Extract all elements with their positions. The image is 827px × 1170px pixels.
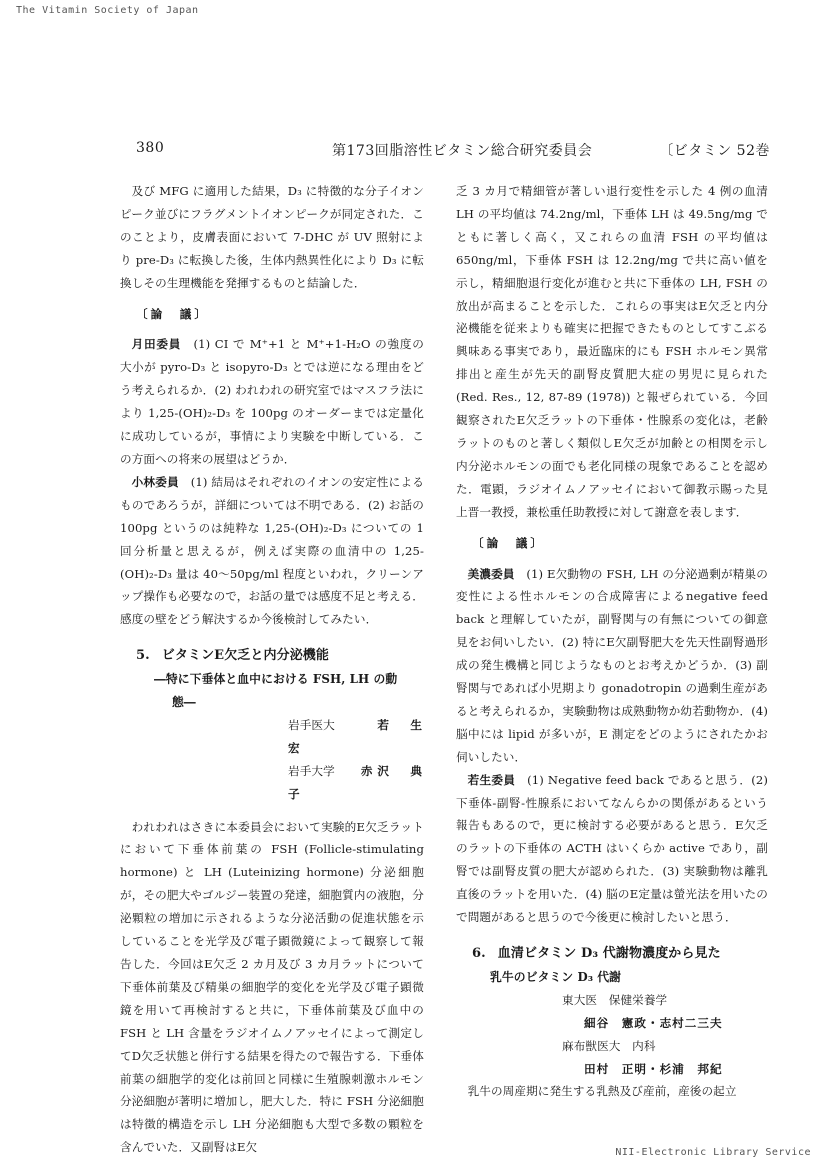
speaker-name: 美濃委員 — [467, 566, 515, 581]
speaker-text: (1) CI で M⁺+1 と M⁺+1-H₂O の強度の大小が pyro-D₃ と isopyro-D₃ とでは逆になる理由をどう考えられるか．(2) われわれの研究室ではマスフラ法により 1,25-(OH)₂-D₃ を 100pg のオーダーまでは定量化に成功しているが，事情により実験を中断している．この方面への将来の展望はどうか． — [120, 337, 424, 466]
paragraph: 乳牛の周産期に発生する乳熱及び産前，産後の起立 — [467, 1084, 737, 1099]
speaker-text: (1) 結局はそれぞれのイオンの安定性によるものであろうが，詳細については不明である．(2) お話の 100pg というのは純粋な 1,25-(OH)₂-D₃ についての 1 回分析量と思えるが，例えば実際の血清中の 1,25-(OH)₂-D₃ 量は 40～50pg/ml 程度といわれ，クリーンアップ操作も必要なので，お話の量では感度不足と考える．感度の壁をどう解決するか今後検討してみたい． — [120, 474, 424, 627]
journal-volume: 〔ビタミン 52巻 — [659, 143, 770, 159]
article-subtitle: ―特に下垂体と血中における FSH, LH の動 — [154, 672, 398, 687]
author-name: 赤沢 典子 — [288, 763, 424, 801]
author-row — [120, 760, 424, 806]
speaker-text: (1) E欠動物の FSH, LH の分泌過剰が精巣の変性による性ホルモンの合成障害によるnegative feed back と理解していたが，副腎関与の有無についての御意見をお伺いしたい．(2) 特にE欠副腎肥大を先天性副腎過形成の発生機構と同じようなものとお考えかどうか．(3) 副腎関与であれば小児期より gonadotropin の過剰生産があると考えられるか，実験動物は成熟動物か幼若動物か．(4) 脳中には lipid が多いが，E 測定をどのようにされたかお伺いしたい． — [456, 566, 769, 764]
discussion-answer — [120, 471, 424, 631]
speaker-text: (1) Negative feed back であると思う．(2) 下垂体-副腎-性腺系においてなんらかの関係があるという報告もあるので，更に検討する必要があると思う．E欠乏のラットの下垂体の ACTH はいくらか active であり，副腎では副腎皮質の肥大が認められた．(3) 実験動物は離乳直後のラットを用いた．(4) 脳のE定量は螢光法を用いたので問題があると思うので今後更に検討したいと思う． — [456, 772, 769, 925]
paragraph: 乏 3 カ月で精細管が著しい退行変性を示した 4 例の血清 LH の平均値は 74.2ng/ml，下垂体 LH は 49.5ng/mg でともに著しく高く，又これらの血清 FSH の平均値は 650ng/ml，下垂体 FSH は 12.2ng/mg で共に高い値を示し，精細胞退行変化が進むと共に下垂体の LH, FSH の放出が高まることを示した．これらの事実はE欠乏と内分泌機能を従来よりも確実に把握できたものとしてすこぶる興味ある事実であり，最近臨床的にも FSH ホルモン異常排出と産生が先天的副腎皮質肥大症の男児に見られた(Red. Res., 12, 87-89 (1978)) と報ぜられている．今回観察されたE欠乏ラットの下垂体・性腺系の変化は，老齢ラットのものと著しく類似しE欠乏が加齢との相関を示し内分泌ホルモンの面でも老化同様の現象であることを認めた．電顕，ラジオイムノアッセイにおいて御教示賜った見上晋一教授，兼松重任助教授に対して謝意を表します． — [456, 184, 768, 519]
discussion-question — [456, 563, 768, 769]
author-row — [120, 714, 452, 760]
author-name: 若生 宏 — [288, 717, 452, 755]
author-names: 田村 正明・杉浦 邦紀 — [584, 1061, 723, 1076]
watermark-top: The Vitamin Society of Japan — [16, 5, 199, 16]
article-subtitle: 乳牛のビタミン D₃ 代謝 — [490, 969, 622, 984]
discussion-answer — [456, 769, 768, 929]
article-title-text: 血清ビタミン D₃ 代謝物濃度から見た — [497, 946, 721, 961]
article-title-text: ビタミンE欠乏と内分泌機能 — [161, 648, 329, 664]
article-subtitle-cont: 態― — [172, 695, 196, 710]
speaker-name: 小林委員 — [131, 474, 179, 489]
running-title: 第173回脂溶性ビタミン総合研究委員会 — [332, 143, 593, 159]
discussion-heading: 〔論 議〕 — [472, 535, 545, 550]
right-column — [456, 180, 768, 1103]
watermark-bottom: NII-Electronic Library Service — [615, 1147, 811, 1158]
author-affiliation: 岩手大学 — [288, 763, 335, 778]
speaker-name: 月田委員 — [131, 337, 182, 352]
author-names: 細谷 憲政・志村二三夫 — [584, 1015, 723, 1030]
page-number: 380 — [136, 140, 165, 156]
speaker-name: 若生委員 — [467, 772, 516, 787]
article-number: 5. — [136, 648, 150, 664]
author-affiliation: 岩手医大 — [288, 717, 335, 732]
discussion-question — [120, 333, 424, 470]
article-title — [120, 645, 424, 668]
discussion-heading: 〔論 議〕 — [136, 306, 209, 321]
paragraph: われわれはさきに本委員会において実験的E欠乏ラットにおいて下垂体前葉の FSH (Follicle-stimulating hormone) と LH (Luteinizing hormone) 分泌細胞が，その肥大やゴルジー装置の発達，細胞質内の液胞，分泌顆粒の増加に示されるような分泌活動の促進状態を示していることを光学及び電子顕微鏡によって観察して報告した．今回はE欠乏 2 カ月及び 3 カ月ラットについて下垂体前葉及び精巣の細胞学的変化を光学及び電子顕微鏡を用いて再検討すると共に，下垂体前葉及び血中の FSH と LH 含量をラジオイムノアッセイによって測定してD欠乏状態と併行する結果を得たので報告する．下垂体前葉の細胞学的変化は前回と同様に生殖腺刺激ホルモン分泌細胞が著明に増加し，肥大した．特に FSH 分泌細胞は特徴的構造を示し LH 分泌細胞も大型で多数の顆粒を含んでいた．又副腎はE欠 — [120, 819, 424, 1155]
article-title — [456, 943, 768, 966]
left-column — [120, 180, 452, 1159]
article-number: 6. — [472, 946, 486, 961]
author-affiliation: 麻布獣医大 内科 — [562, 1038, 656, 1053]
paragraph: 及び MFG に適用した結果，D₃ に特徴的な分子イオンピーク並びにフラグメントイオンピークが同定された．このことより，皮膚表面において 7-DHC が UV 照射により pre-D₃ に転換した後，生体内熱異性化により D₃ に転換しその生理機能を発揮するものと結論した． — [120, 184, 424, 290]
author-affiliation: 東大医 保健栄養学 — [562, 992, 668, 1007]
running-header — [136, 140, 770, 166]
